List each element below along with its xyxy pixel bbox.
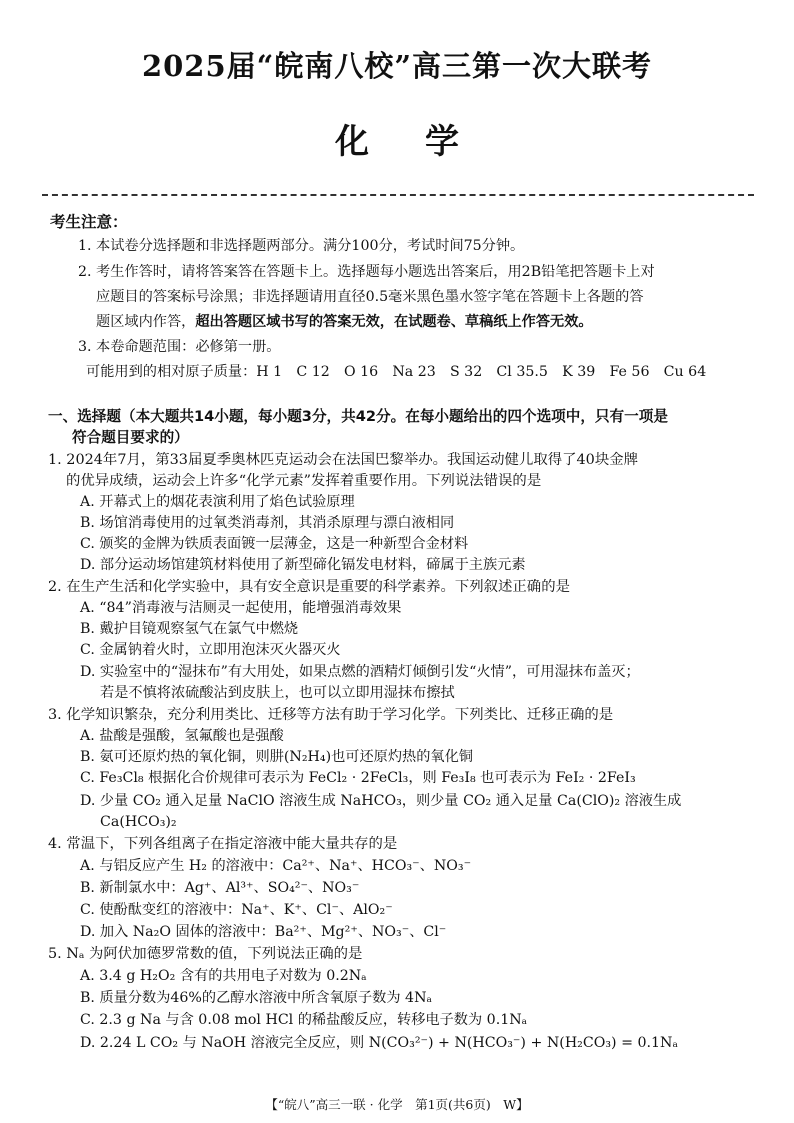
question-4-option-c: C. 使酚酞变红的溶液中：Na⁺、K⁺、Cl⁻、AlO₂⁻ — [80, 902, 393, 918]
subject-title: 化学 — [335, 122, 515, 162]
question-1-option-a: A. 开幕式上的烟花表演利用了焰色试验原理 — [80, 494, 355, 510]
question-5-stem: 5. Nₐ 为阿伏加德罗常数的值，下列说法正确的是 — [48, 946, 363, 962]
notice-item-2c-bold: 超出答题区域书写的答案无效，在试题卷、草稿纸上作答无效。 — [195, 314, 593, 330]
question-3-option-c: C. Fe₃Cl₈ 根据化合价规律可表示为 FeCl₂ · 2FeCl₃，则 Fe₃I₈ 也可表示为 FeI₂ · 2FeI₃ — [80, 770, 636, 786]
divider-line — [42, 194, 754, 196]
notice-item-2a: 2. 考生作答时，请将答案答在答题卡上。选择题每小题选出答案后，用2B铅笔把答题卡上对 — [78, 264, 655, 280]
notice-item-2c-normal: 题区域内作答， — [96, 314, 196, 330]
question-3-option-a: A. 盐酸是强酸，氢氟酸也是强酸 — [80, 728, 284, 744]
question-5-option-c: C. 2.3 g Na 与含 0.08 mol HCl 的稀盐酸反应，转移电子数为 0.1Nₐ — [80, 1012, 528, 1028]
question-1-option-b: B. 场馆消毒使用的过氧类消毒剂，其消杀原理与漂白液相同 — [80, 515, 455, 531]
section-heading-line-2: 符合题目要求的） — [72, 429, 189, 446]
section-heading — [48, 406, 748, 448]
notice-item-2b: 应题目的答案标号涂黑；非选择题请用直径0.5毫米黑色墨水签字笔在答题卡上各题的答 — [96, 289, 644, 305]
question-5-option-a: A. 3.4 g H₂O₂ 含有的共用电子对数为 0.2Nₐ — [80, 968, 367, 984]
question-4-option-a: A. 与铝反应产生 H₂ 的溶液中：Ca²⁺、Na⁺、HCO₃⁻、NO₃⁻ — [80, 858, 472, 874]
question-4-stem: 4. 常温下，下列各组离子在指定溶液中能大量共存的是 — [48, 836, 398, 852]
notice-item-2c — [96, 312, 593, 332]
question-3-stem: 3. 化学知识繁杂，充分利用类比、迁移等方法有助于学习化学。下列类比、迁移正确的是 — [48, 707, 614, 723]
notice-item-1: 1. 本试卷分选择题和非选择题两部分。满分100分，考试时间75分钟。 — [78, 238, 525, 254]
question-3-option-d-line-2: Ca(HCO₃)₂ — [100, 814, 177, 830]
question-1-option-d: D. 部分运动场馆建筑材料使用了新型碲化镉发电材料，碲属于主族元素 — [80, 557, 526, 573]
question-2-option-a: A. “84”消毒液与洁厕灵一起使用，能增强消毒效果 — [80, 600, 402, 616]
question-2-option-d-line-1: D. 实验室中的“湿抹布”有大用处，如果点燃的酒精灯倾倒引发“火情”，可用湿抹布盖灭； — [80, 664, 640, 680]
question-1-stem-line-1: 1. 2024年7月，第33届夏季奥林匹克运动会在法国巴黎举办。我国运动健儿取得了40块金牌 — [48, 452, 638, 468]
section-heading-line-1: 一、选择题（本大题共14小题，每小题3分，共42分。在每小题给出的四个选项中，只有一项是 — [48, 408, 668, 425]
notice-heading: 考生注意： — [50, 213, 128, 231]
question-2-option-b: B. 戴护目镜观察氢气在氯气中燃烧 — [80, 621, 299, 637]
question-1-stem-line-2: 的优异成绩，运动会上许多“化学元素”发挥着重要作用。下列说法错误的是 — [66, 473, 542, 489]
question-1-option-c: C. 颁奖的金牌为铁质表面镀一层薄金，这是一种新型合金材料 — [80, 536, 469, 552]
question-1-stem — [48, 450, 748, 492]
question-4-option-b: B. 新制氯水中：Ag⁺、Al³⁺、SO₄²⁻、NO₃⁻ — [80, 880, 360, 896]
question-3-option-d-line-1: D. 少量 CO₂ 通入足量 NaClO 溶液生成 NaHCO₃，则少量 CO₂ 通入足量 Ca(ClO)₂ 溶液生成 — [80, 793, 682, 809]
question-2-option-c: C. 金属钠着火时，立即用泡沫灭火器灭火 — [80, 642, 341, 658]
exam-title: 2025届“皖南八校”高三第一次大联考 — [141, 49, 653, 83]
question-5-option-d: D. 2.24 L CO₂ 与 NaOH 溶液完全反应，则 N(CO₃²⁻) + N(HCO₃⁻) + N(H₂CO₃) = 0.1Nₐ — [80, 1035, 678, 1051]
question-5-option-b: B. 质量分数为46%的乙醇水溶液中所含氧原子数为 4Nₐ — [80, 990, 432, 1006]
question-4-option-d: D. 加入 Na₂O 固体的溶液中：Ba²⁺、Mg²⁺、NO₃⁻、Cl⁻ — [80, 924, 447, 940]
atomic-masses: 可能用到的相对原子质量：H 1 C 12 O 16 Na 23 S 32 Cl 35.5 K 39 Fe 56 Cu 64 — [86, 364, 707, 380]
question-2-option-d-line-2: 若是不慎将浓硫酸沾到皮肤上，也可以立即用湿抹布擦拭 — [100, 685, 455, 701]
question-3-option-b: B. 氨可还原灼热的氧化铜，则肼(N₂H₄)也可还原灼热的氧化铜 — [80, 749, 473, 765]
question-2-stem: 2. 在生产生活和化学实验中，具有安全意识是重要的科学素养。下列叙述正确的是 — [48, 579, 570, 595]
page-footer: 【“皖八”高三一联 · 化学 第1页(共6页) W】 — [265, 1097, 529, 1112]
notice-item-3: 3. 本卷命题范围：必修第一册。 — [78, 339, 281, 355]
